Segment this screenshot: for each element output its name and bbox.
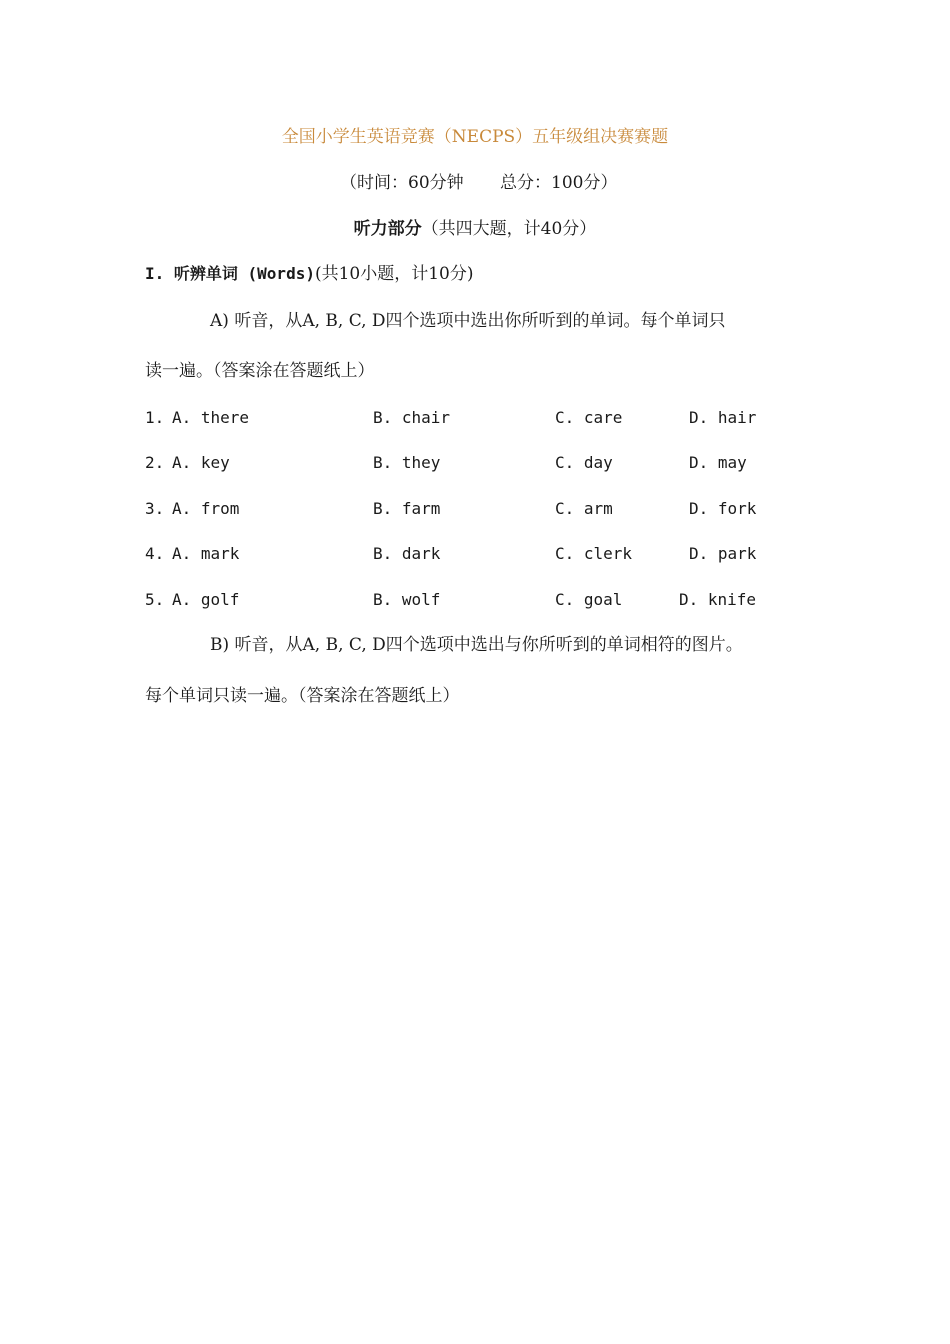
partA-instruction-line1: A) 听音，从A, B, C, D四个选项中选出你所听到的单词。每个单词只: [210, 311, 726, 331]
section1-heading-bold: I. 听辨单词 (Words): [145, 264, 315, 283]
option-d: D. hair: [689, 408, 757, 427]
option-b: B. farm: [373, 499, 441, 518]
option-d: D. fork: [689, 499, 757, 518]
option-b: B. wolf: [373, 590, 441, 609]
option-b: B. dark: [373, 544, 441, 563]
question-number: 5.: [145, 590, 165, 609]
exam-title: 全国小学生英语竞赛（NECPS）五年级组决赛赛题: [281, 127, 669, 147]
partA-instruction-line2: 读一遍。（答案涂在答题纸上）: [145, 361, 375, 381]
partB-instruction-line1: B) 听音，从A, B, C, D四个选项中选出与你所听到的单词相符的图片。: [210, 635, 743, 655]
partB-instruction-line2: 每个单词只读一遍。（答案涂在答题纸上）: [145, 686, 460, 706]
option-b: B. chair: [373, 408, 451, 427]
option-a: A. key: [172, 453, 230, 472]
option-c: C. arm: [555, 499, 613, 518]
time-info: （时间：60分钟: [340, 173, 464, 193]
listening-heading-bold: 听力部分: [353, 219, 422, 239]
question-number: 4.: [145, 544, 165, 563]
option-a: A. golf: [172, 590, 240, 609]
option-d: D. may: [689, 453, 747, 472]
score-info: 总分：100分）: [500, 173, 618, 193]
option-c: C. day: [555, 453, 613, 472]
section1-heading: [145, 262, 474, 286]
section1-heading-rest: (共10小题，计10分): [314, 264, 474, 284]
question-number: 1.: [145, 408, 165, 427]
option-d: D. knife: [679, 590, 757, 609]
listening-heading: [0, 217, 950, 241]
option-c: C. goal: [555, 590, 623, 609]
listening-heading-rest: （共四大题，计40分）: [421, 219, 597, 239]
option-a: A. from: [172, 499, 240, 518]
option-a: A. mark: [172, 544, 240, 563]
option-a: A. there: [172, 408, 250, 427]
option-c: C. care: [555, 408, 623, 427]
question-number: 3.: [145, 499, 165, 518]
question-number: 2.: [145, 453, 165, 472]
option-d: D. park: [689, 544, 757, 563]
option-b: B. they: [373, 453, 441, 472]
option-c: C. clerk: [555, 544, 633, 563]
